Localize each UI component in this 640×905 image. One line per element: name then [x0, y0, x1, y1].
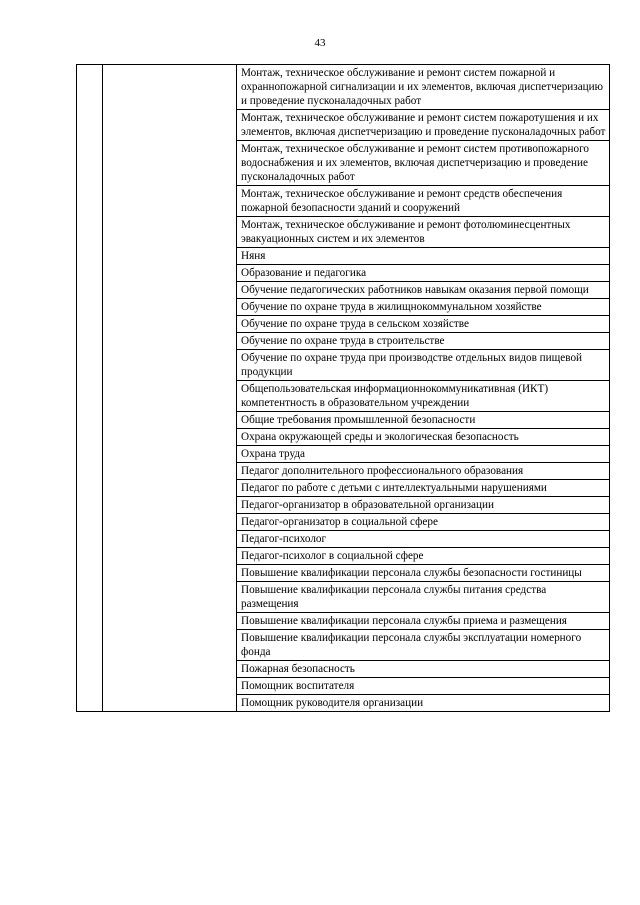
program-name: Повышение квалификации персонала службы безопасности гостиницы	[241, 567, 582, 579]
program-name: Охрана труда	[241, 448, 305, 460]
program-name: Образование и педагогика	[241, 267, 367, 279]
program-cell	[237, 429, 610, 446]
program-name: Монтаж, техническое обслуживание и ремонт систем пожарной и охраннопожарной сигнализации и их элементов, включая диспетчеризацию и проведение пусконаладочных работ	[241, 67, 603, 107]
program-cell	[237, 282, 610, 299]
program-cell	[237, 299, 610, 316]
program-cell	[237, 141, 610, 186]
programs-table-body	[77, 65, 610, 712]
programs-table	[76, 64, 610, 712]
program-cell	[237, 381, 610, 412]
program-cell	[237, 582, 610, 613]
program-name: Педагог-психолог	[241, 533, 327, 545]
program-name: Обучение по охране труда в строительстве	[241, 335, 445, 347]
program-cell	[237, 531, 610, 548]
program-name: Педагог-организатор в социальной сфере	[241, 516, 438, 528]
program-name: Педагог дополнительного профессионального образования	[241, 465, 524, 477]
program-name: Помощник воспитателя	[241, 680, 355, 692]
program-cell	[237, 110, 610, 141]
program-name: Педагог-организатор в образовательной организации	[241, 499, 494, 511]
program-cell	[237, 661, 610, 678]
program-cell	[237, 695, 610, 712]
program-cell	[237, 613, 610, 630]
program-cell	[237, 412, 610, 429]
program-cell	[237, 350, 610, 381]
program-cell	[237, 217, 610, 248]
program-name: Монтаж, техническое обслуживание и ремонт средств обеспечения пожарной безопасности зданий и сооружений	[241, 188, 563, 214]
program-cell	[237, 514, 610, 531]
program-cell	[237, 565, 610, 582]
program-name: Монтаж, техническое обслуживание и ремонт систем пожаротушения и их элементов, включая диспетчеризацию и проведение пусконаладочных работ	[241, 112, 606, 138]
program-cell	[237, 463, 610, 480]
program-cell	[237, 265, 610, 282]
program-name: Няня	[241, 250, 266, 262]
table-row	[77, 65, 610, 110]
program-cell	[237, 316, 610, 333]
program-cell	[237, 65, 610, 110]
program-name: Общепользовательская информационнокоммуникативная (ИКТ) компетентность в образовательном учреждении	[241, 383, 549, 409]
program-name: Монтаж, техническое обслуживание и ремонт систем противопожарного водоснабжения и их элементов, включая диспетчеризацию и проведение пусконаладочных работ	[241, 143, 589, 183]
program-name: Охрана окружающей среды и экологическая безопасность	[241, 431, 519, 443]
program-name: Повышение квалификации персонала службы эксплуатации номерного фонда	[241, 632, 582, 658]
program-name: Обучение по охране труда в жилищнокоммунальном хозяйстве	[241, 301, 542, 313]
program-cell	[237, 630, 610, 661]
program-name: Общие требования промышленной безопасности	[241, 414, 476, 426]
program-name: Помощник руководителя организации	[241, 697, 424, 709]
program-name: Монтаж, техническое обслуживание и ремонт фотолюминесцентных эвакуационных систем и их элементов	[241, 219, 571, 245]
program-name: Обучение по охране труда при производстве отдельных видов пищевой продукции	[241, 352, 583, 378]
page-number: 43	[314, 37, 326, 49]
program-name: Повышение квалификации персонала службы питания средства размещения	[241, 584, 547, 610]
program-cell	[237, 678, 610, 695]
program-cell	[237, 446, 610, 463]
number-column-cell	[77, 65, 103, 712]
program-name: Педагог по работе с детьми с интеллектуальными нарушениями	[241, 482, 547, 494]
program-cell	[237, 248, 610, 265]
program-cell	[237, 333, 610, 350]
program-name: Обучение по охране труда в сельском хозяйстве	[241, 318, 469, 330]
program-cell	[237, 186, 610, 217]
program-name: Педагог-психолог в социальной сфере	[241, 550, 424, 562]
program-name: Повышение квалификации персонала службы приема и размещения	[241, 615, 567, 627]
category-column-cell	[103, 65, 237, 712]
program-name: Обучение педагогических работников навыкам оказания первой помощи	[241, 284, 589, 296]
program-cell	[237, 480, 610, 497]
program-cell	[237, 497, 610, 514]
program-name: Пожарная безопасность	[241, 663, 355, 675]
program-cell	[237, 548, 610, 565]
